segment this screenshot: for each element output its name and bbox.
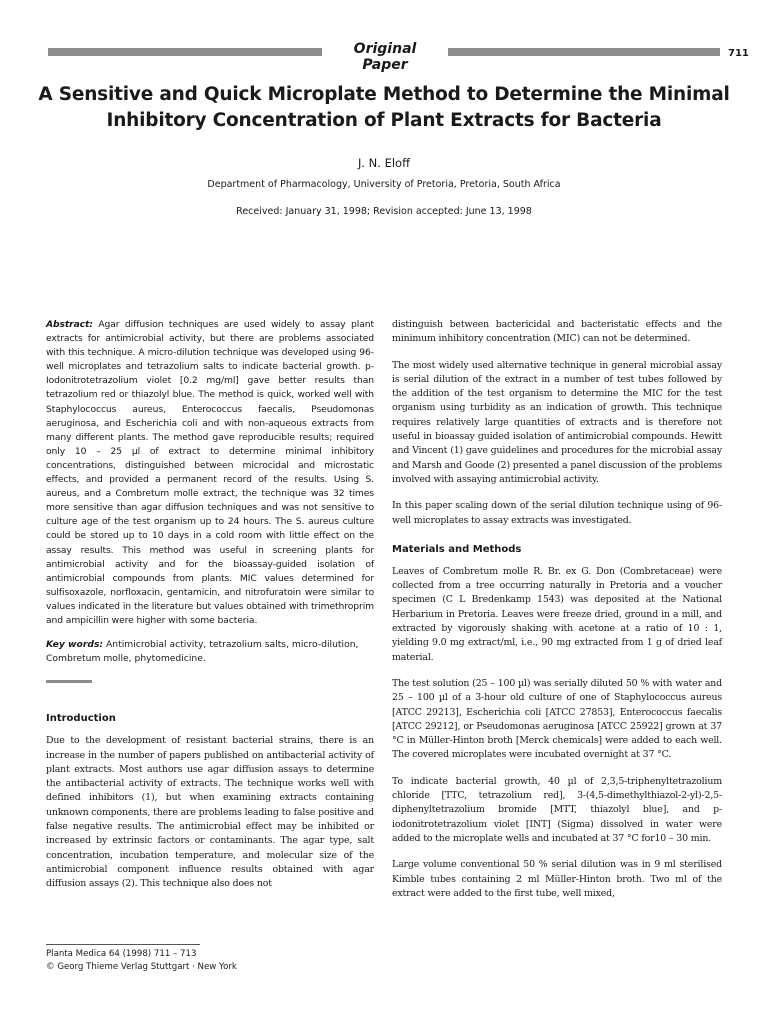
keywords (46, 638, 374, 666)
journal-citation: Planta Medica 64 (1998) 711 – 713 (46, 949, 197, 959)
introduction-paragraph-1-continued: distinguish between bactericidal and bacteristatic effects and the minimum inhibitory concentration (MIC) can not be determined. (392, 319, 722, 345)
introduction-paragraph-1: Due to the development of resistant bacterial strains, there is an increase in the number of papers published on antibacterial activity of plant extracts. Most authors use agar diffusion assays to determine the antibacterial activity of extracts. The technique works well with defined inhibitors (1), but when examining extracts containing unknown components, there are problems leading to false positive and false negative results. The antimicrobial effect may be inhibited or increased by extrinsic factors or contaminants. The agar type, salt concentration, incubation temperature, and molecular size of the antimicrobial component influence results obtained with agar diffusion assays (2). This technique also does not (46, 735, 374, 890)
section-label: Original Paper (353, 41, 417, 73)
title-line-2: Inhibitory Concentration of Plant Extracts for Bacteria (106, 110, 662, 131)
right-column (392, 318, 722, 901)
abstract-text: Agar diffusion techniques are used widely to assay plant extracts for antimicrobial activity, but there are problems associated with this technique. A micro-dilution technique was developed using 96-well microplates and tetrazolium salts to indicate bacterial growth. p-Iodonitrotetrazolium violet [0.2 mg/ml] gave better results than tetrazolium red or thiazolyl blue. The method is quick, worked well with Staphylococcus aureus, Enterococcus faecalis, Pseudomonas aeruginosa, and Escherichia coli and with non-aqueous extracts from many different plants. The method gave reproducible results; required only 10 – 25 µl of extract to determine minimal inhibitory concentrations, distinguished between microcidal and microstatic effects, and provided a permanent record of the results. Using S. aureus, and a Combretum molle extract, the technique was 32 times more sensitive than agar diffusion techniques and was not sensitive to culture age of the test organism up to 24 hours. The S. aureus culture could be stored up to 10 days in a cold room with little effect on the assay results. This method was useful in screening plants for antimicrobial activity and for the bioassay-guided isolation of antimicrobial compounds from plants. MIC values determined for sulfisoxazole, norfloxacin, gentamicin, and nitrofuratoin were similar to values indicated in the literature but values obtained with trimethroprim and ampicillin were higher with some bacteria. (46, 319, 374, 626)
methods-paragraph-2: The test solution (25 – 100 µl) was serially diluted 50 % with water and 25 – 100 µl of a 3-hour old culture of one of Staphylococcus aureus [ATCC 29213], Escherichia coli [ATCC 27853], Enterococcus faecalis [ATCC 29212], or Pseudomonas aeruginosa [ATCC 25922] grown at 37 °C in Müller-Hinton broth [Merck chemicals] were added to each well. The covered microplates were incubated overnight at 37 °C. (392, 677, 722, 761)
running-header (48, 40, 728, 73)
methods-paragraph-1: Leaves of Combretum molle R. Br. ex G. Don (Combretaceae) were collected from a tree occurring naturally in Pretoria and a voucher specimen (C L Bredenkamp 1543) was deposited at the National Herbarium in Pretoria. Leaves were freeze dried, ground in a mill, and extracted by vigorously shaking with acetone at a ratio of 10 : 1, yielding 9.0 mg extract/ml, i.e., 90 mg extracted from 1 g of dried leaf material. (392, 565, 722, 663)
copyright-line: © Georg Thieme Verlag Stuttgart · New York (46, 962, 237, 972)
page-number: 711 (728, 48, 749, 59)
header-rule-right (448, 48, 720, 56)
footer-rule (46, 944, 200, 945)
journal-footer (46, 948, 237, 974)
introduction-heading: Introduction (46, 713, 116, 725)
title-line-1: A Sensitive and Quick Microplate Method to Determine the Minimal (38, 84, 730, 105)
section-divider (46, 680, 92, 683)
left-column (46, 318, 374, 892)
author: J. N. Eloff (357, 156, 411, 170)
keywords-text: Antimicrobial activity, tetrazolium salts, micro-dilution, Combretum molle, phytomedicine. (46, 639, 359, 665)
abstract (46, 318, 374, 628)
abstract-label: Abstract: (46, 319, 93, 330)
methods-paragraph-4: Large volume conventional 50 % serial dilution was in 9 ml sterilised Kimble tubes containing 2 ml Müller-Hinton broth. Two ml of the extract were added to the first tube, well mixed, (392, 859, 722, 899)
methods-paragraph-3: To indicate bacterial growth, 40 µl of 2,3,5-triphenyltetrazolium chloride [TTC, tetrazolium red], 3-(4,5-dimethylthiazol-2-yl)-2,5-diphenyltetrazolium bromide [MTT, thiazolyl blue], and p-iodonitrotetrazolium violet [INT] (Sigma) dissolved in water were added to the microplate wells and incubated at 37 °C for10 – 30 min. (392, 775, 722, 844)
methods-heading: Materials and Methods (392, 543, 522, 555)
keywords-label: Key words: (46, 639, 104, 651)
introduction-paragraph-3: In this paper scaling down of the serial dilution technique using of 96-well microplates to assay extracts was investigated. (392, 500, 722, 526)
header-rule-left (48, 48, 322, 56)
affiliation: Department of Pharmacology, University of Pretoria, Pretoria, South Africa (207, 179, 561, 190)
introduction-paragraph-2: The most widely used alternative technique in general microbial assay is serial dilution of the extract in a number of test tubes followed by the addition of the test organism to determine the MIC for the test organism using turbidity as an indication of growth. This technique requires relatively large quantities of extracts and is therefore not useful in bioassay guided isolation of antimicrobial compounds. Hewitt and Vincent (1) gave guidelines and procedures for the microbial assay and Marsh and Goode (2) presented a panel discussion of the problems involved with assaying antimicrobial activity. (392, 359, 722, 485)
article-title (30, 82, 738, 134)
received-dates: Received: January 31, 1998; Revision accepted: June 13, 1998 (236, 206, 532, 217)
